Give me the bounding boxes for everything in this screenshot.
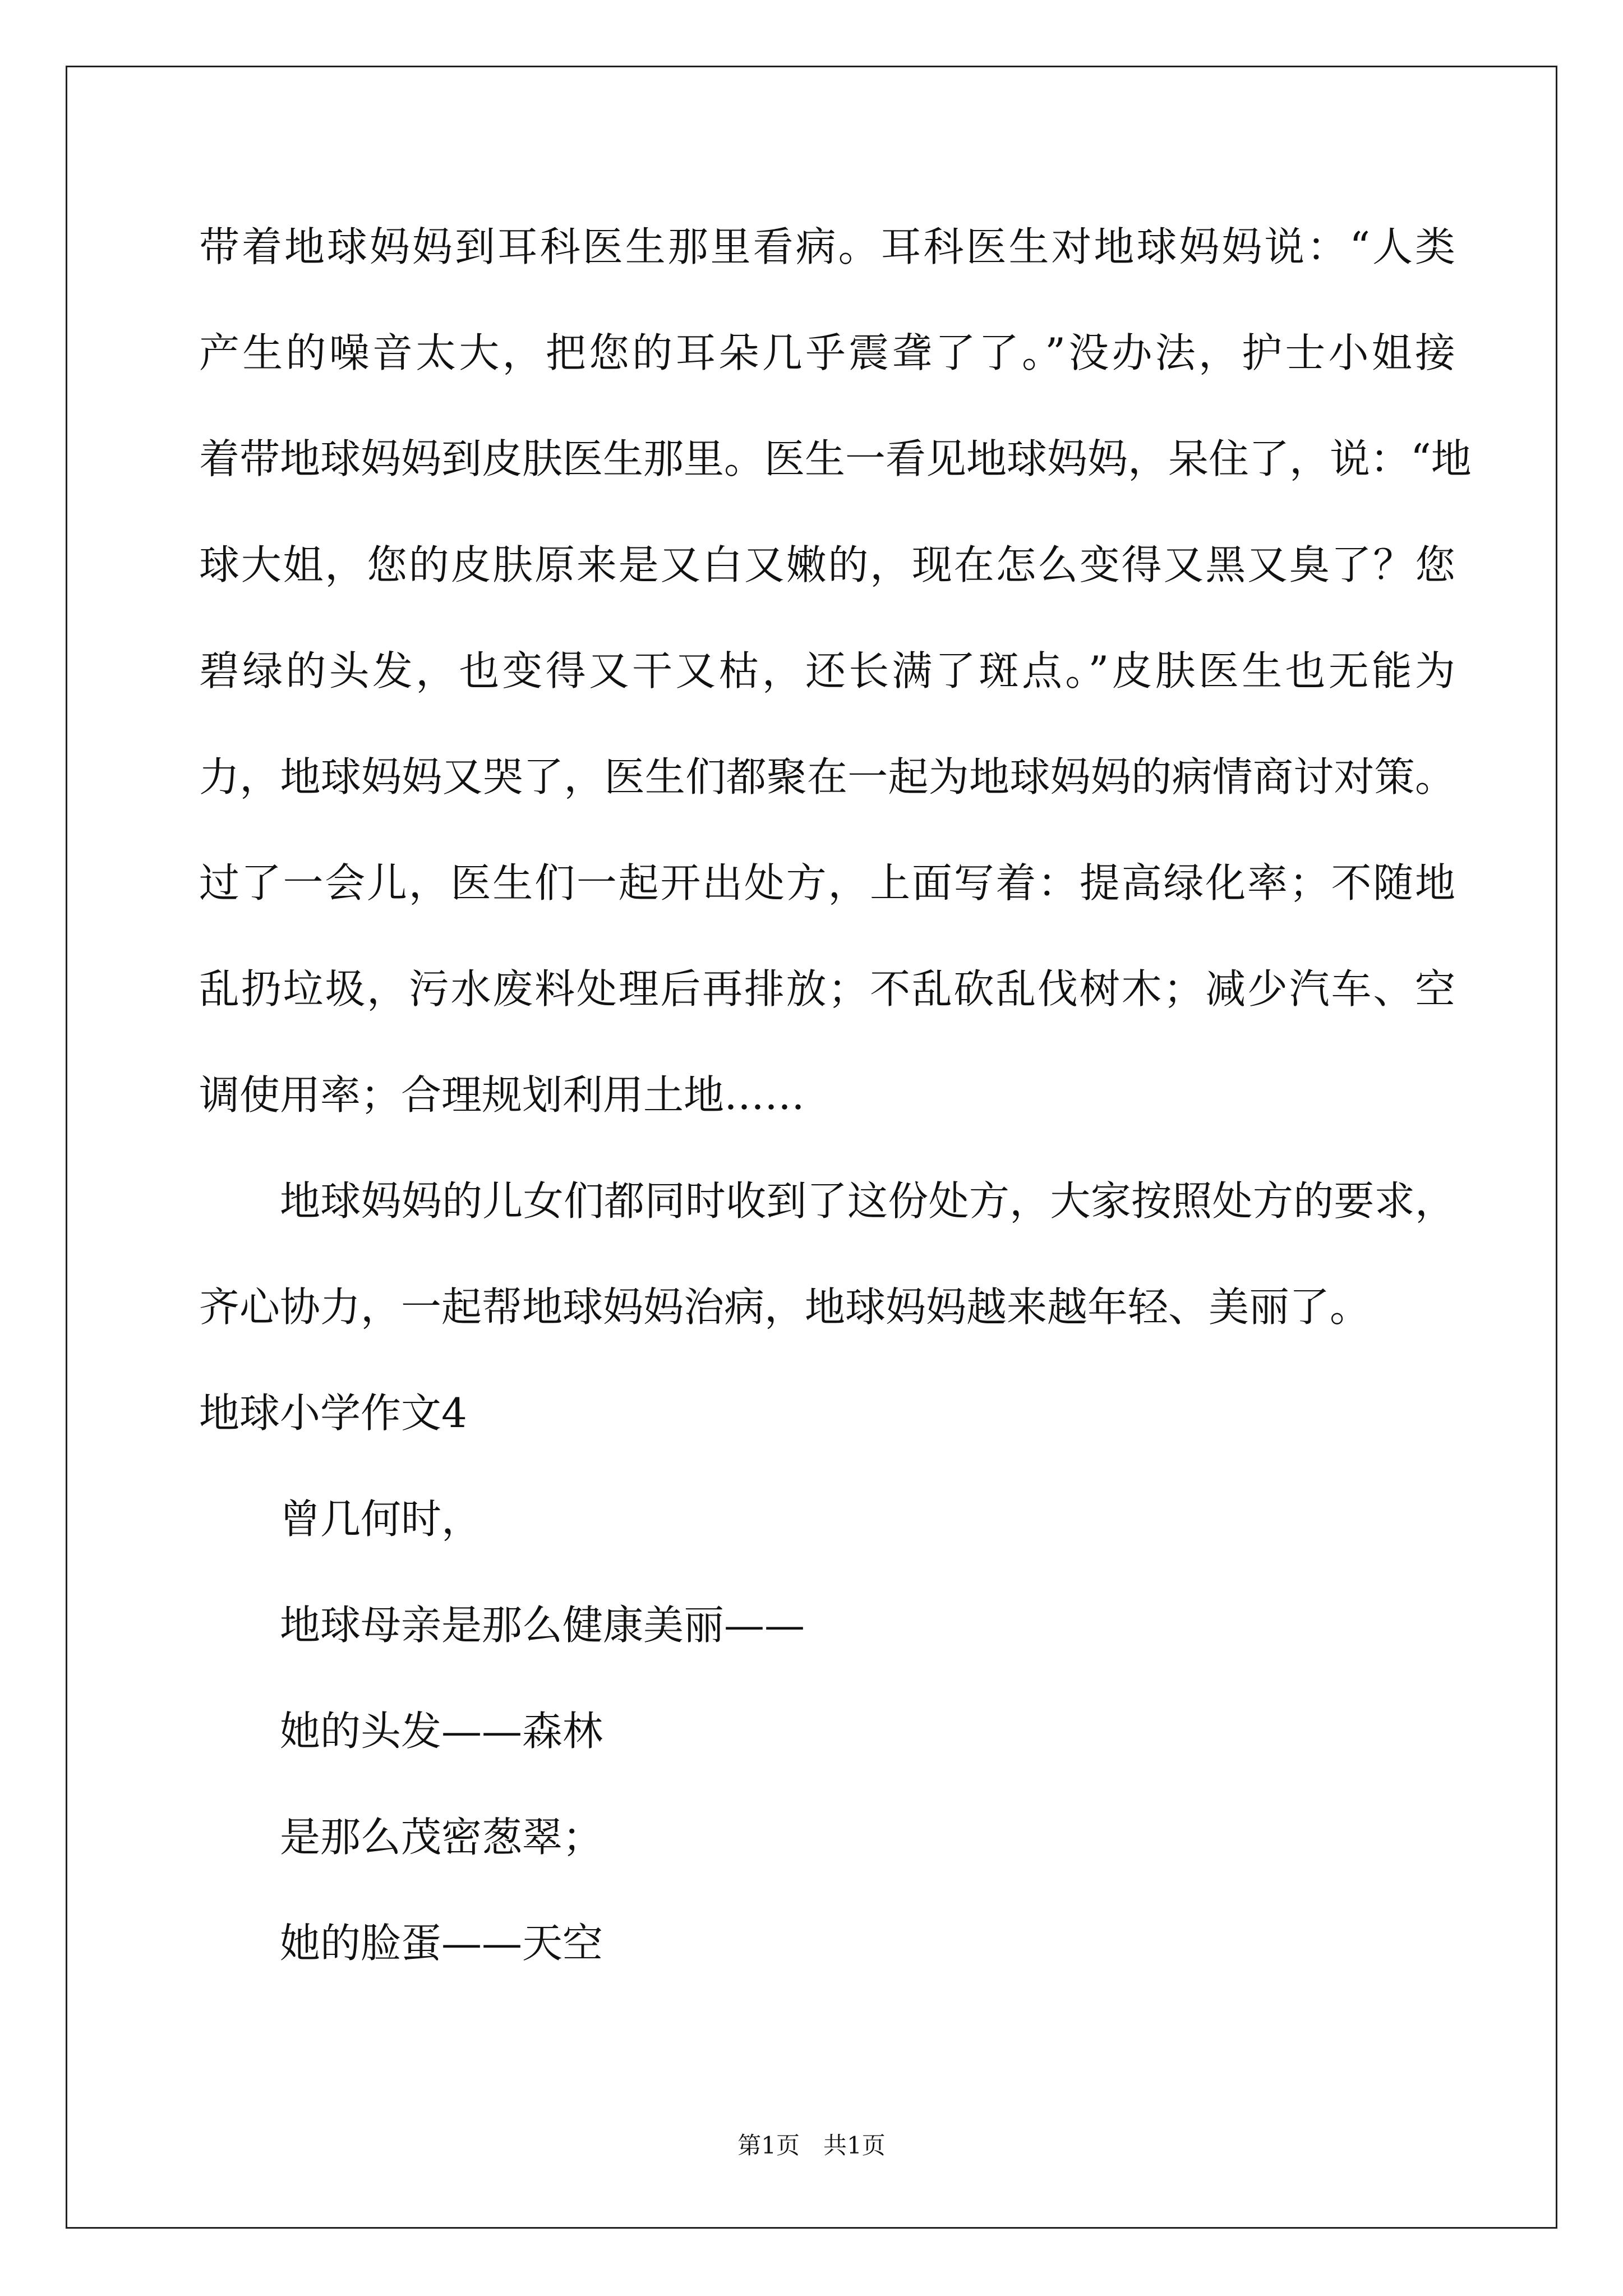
text-line: 过了一会儿，医生们一起开出处方，上面写着：提高绿化率；不随地	[199, 859, 1455, 907]
paragraph	[199, 213, 1472, 1167]
text-line: 齐心协力，一起帮地球妈妈治病，地球妈妈越来越年轻、美丽了。	[199, 1283, 1371, 1331]
paragraph	[199, 1167, 1455, 1379]
text-line: 调使用率；合理规划利用土地……	[199, 1071, 805, 1119]
document-body	[199, 213, 1472, 2016]
text-line: 产生的噪音太大，把您的耳朵几乎震聋了了。”没办法，护士小姐接	[199, 329, 1455, 376]
text-line: 力，地球妈妈又哭了，医生们都聚在一起为地球妈妈的病情商讨对策。	[199, 753, 1455, 800]
text-line: 着带地球妈妈到皮肤医生那里。医生一看见地球妈妈，呆住了，说：“地	[199, 435, 1472, 482]
poem-line: 是那么茂密葱翠；	[280, 1814, 603, 1861]
poem	[199, 1485, 1455, 2016]
text-line: 乱扔垃圾，污水废料处理后再排放；不乱砍乱伐树木；减少汽车、空	[199, 965, 1455, 1013]
poem-line: 曾几何时，	[280, 1496, 482, 1543]
text-line: 地球妈妈的儿女们都同时收到了这份处方，大家按照处方的要求，	[280, 1177, 1455, 1225]
page-footer: 第1页 共1页	[737, 2132, 886, 2159]
poem-line: 她的脸蛋——天空	[280, 1920, 603, 1967]
text-line: 碧绿的头发，也变得又干又枯，还长满了斑点。”皮肤医生也无能为	[199, 647, 1455, 694]
text-line: 球大姐，您的皮肤原来是又白又嫩的，现在怎么变得又黑又臭了？您	[199, 541, 1455, 588]
section-title: 地球小学作文4	[199, 1389, 467, 1437]
poem-line: 地球母亲是那么健康美丽——	[280, 1602, 805, 1649]
poem-line: 她的头发——森林	[280, 1708, 603, 1755]
text-line: 带着地球妈妈到耳科医生那里看病。耳科医生对地球妈妈说：“人类	[199, 223, 1455, 270]
